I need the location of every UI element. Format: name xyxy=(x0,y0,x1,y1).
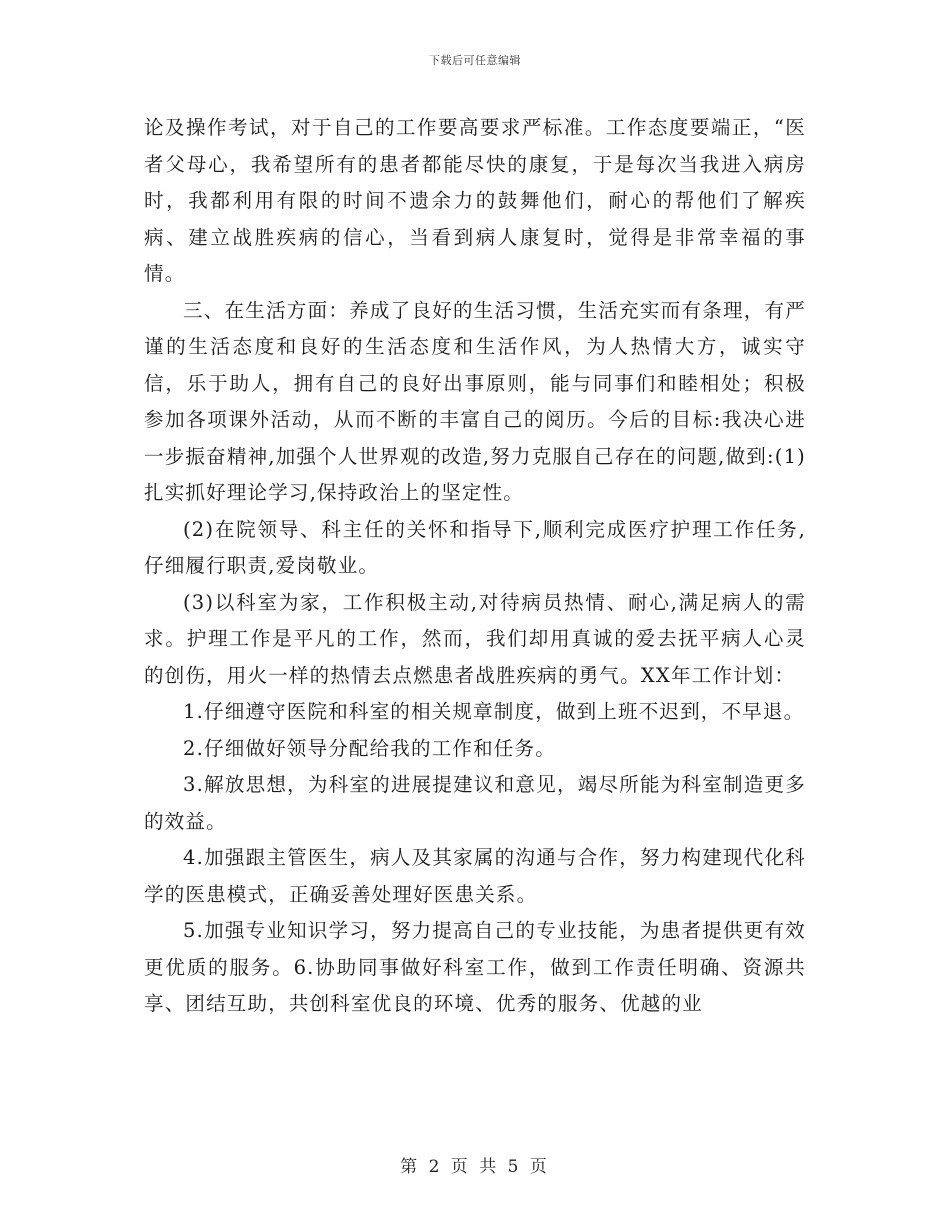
plan-item-3: 3.解放思想，为科室的进展提建议和意见，竭尽所能为科室制造更多的效益。 xyxy=(144,773,806,833)
plan-item-5-6: 5.加强专业知识学习，努力提高自己的专业技能，为患者提供更有效更优质的服务。6.协助同事做好科室工作，做到工作责任明确、资源共享、团结互助，共创科室优良的环境、优秀的服务、优越的业 xyxy=(144,919,806,1015)
paragraph-goal-3: (3)以科室为家，工作积极主动,对待病员热情、耐心,满足病人的需求。护理工作是平凡的工作，然而，我们却用真诚的爱去抚平病人心灵的创伤，用火一样的热情去点燃患者战胜疾病的勇气。XX年工作计划： xyxy=(144,590,806,687)
document-body xyxy=(144,110,806,1023)
page-header: 下载后可任意编辑 xyxy=(429,54,521,67)
paragraph-work-attitude: 论及操作考试，对于自己的工作要高要求严标准。工作态度要端正，“医者父母心，我希望所有的患者都能尽快的康复，于是每次当我进入病房时，我都利用有限的时间不遗余力的鼓舞他们，耐心的帮他们了解疾病、建立战胜疾病的信心，当看到病人康复时，觉得是非常幸福的事情。 xyxy=(144,116,806,285)
plan-item-2: 2.仔细做好领导分配给我的工作和任务。 xyxy=(183,736,556,760)
paragraph-life-aspect: 三、在生活方面：养成了良好的生活习惯，生活充实而有条理，有严谨的生活态度和良好的生活态度和生活作风，为人热情大方，诚实守信，乐于助人，拥有自己的良好出事原则，能与同事们和睦相处；积极参加各项课外活动，从而不断的丰富自己的阅历。今后的目标:我决心进一步振奋精神,加强个人世界观的改造,努力克服自己存在的问题,做到:(1)扎实抓好理论学习,保持政治上的坚定性。 xyxy=(144,298,806,504)
paragraph-goal-2: (2)在院领导、科主任的关怀和指导下,顺利完成医疗护理工作任务,仔细履行职责,爱岗敬业。 xyxy=(144,517,806,577)
page-number-footer: 第 2 页 共 5 页 xyxy=(400,1157,550,1177)
plan-item-1: 1.仔细遵守医院和科室的相关规章制度，做到上班不迟到，不早退。 xyxy=(183,700,805,723)
plan-item-4: 4.加强跟主管医生，病人及其家属的沟通与合作，努力构建现代化科学的医患模式，正确妥善处理好医患关系。 xyxy=(144,846,806,906)
